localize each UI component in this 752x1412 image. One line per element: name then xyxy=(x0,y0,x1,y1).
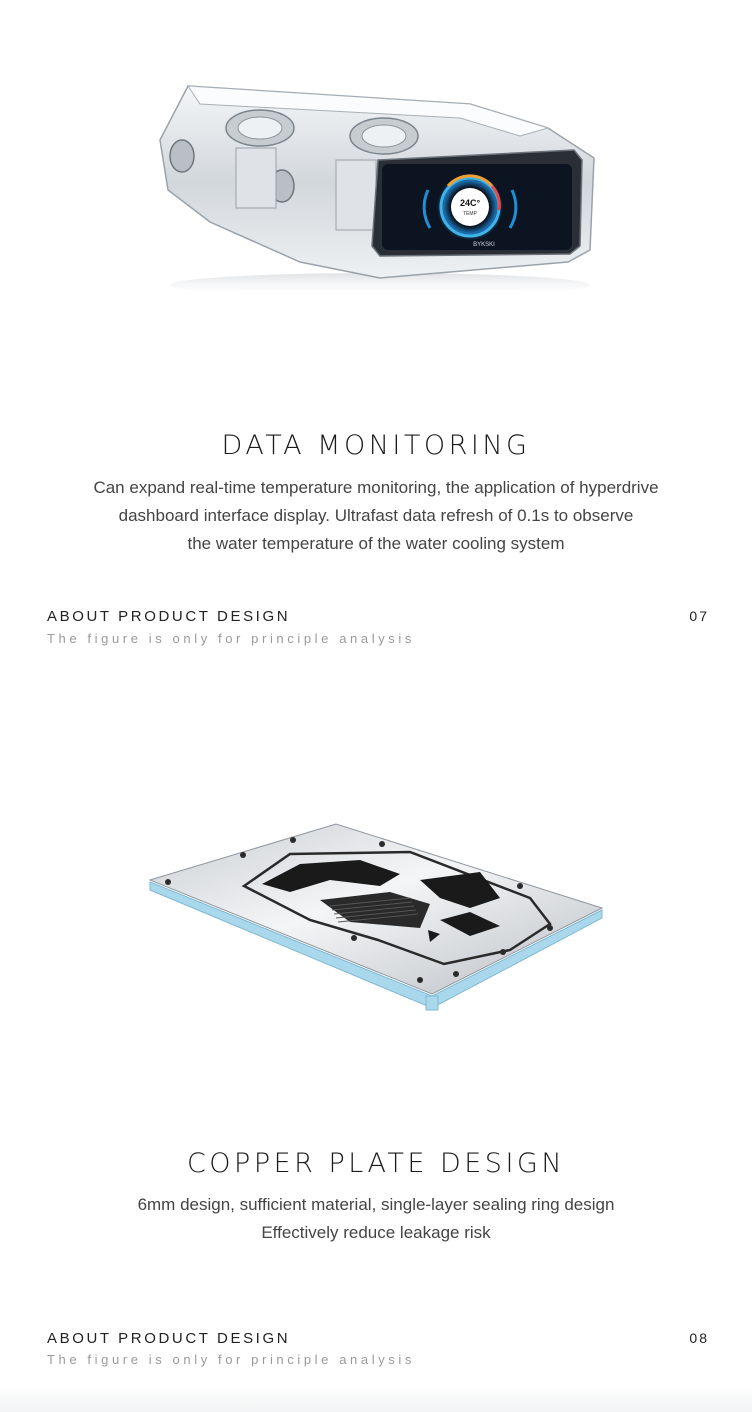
section1-description-line: the water temperature of the water cooling system xyxy=(187,534,565,553)
screen-temp-text: 24C° xyxy=(459,198,481,208)
section2-description-line: Effectively reduce leakage risk xyxy=(261,1223,491,1242)
copper-plate-image xyxy=(0,800,752,1030)
section2-about-subtitle: The figure is only for principle analysis xyxy=(47,1352,415,1367)
section1-description-line: Can expand real-time temperature monitoring, the application of hyperdrive xyxy=(93,478,659,497)
section2-title: COPPER PLATE DESIGN xyxy=(186,1148,566,1179)
section1-about-subtitle: The figure is only for principle analysis xyxy=(47,631,415,646)
section2-about-title: ABOUT PRODUCT DESIGN xyxy=(47,1330,291,1347)
section1-about-title: ABOUT PRODUCT DESIGN xyxy=(47,608,291,625)
section1-description xyxy=(0,474,752,558)
bottom-fade xyxy=(0,1385,752,1412)
screen-brand-text: BYKSKI xyxy=(473,242,495,248)
section2-description xyxy=(0,1191,752,1247)
section1-description-line: dashboard interface display. Ultrafast data refresh of 0.1s to observe xyxy=(118,506,634,525)
section1-page-number: 07 xyxy=(689,608,709,624)
screen-label-text: TEMP xyxy=(463,211,477,217)
section2-description-line: 6mm design, sufficient material, single-layer sealing ring design xyxy=(137,1195,615,1214)
section1-title: DATA MONITORING xyxy=(221,430,531,461)
acrylic-terminal-image xyxy=(0,0,752,320)
section2-page-number: 08 xyxy=(689,1330,709,1346)
